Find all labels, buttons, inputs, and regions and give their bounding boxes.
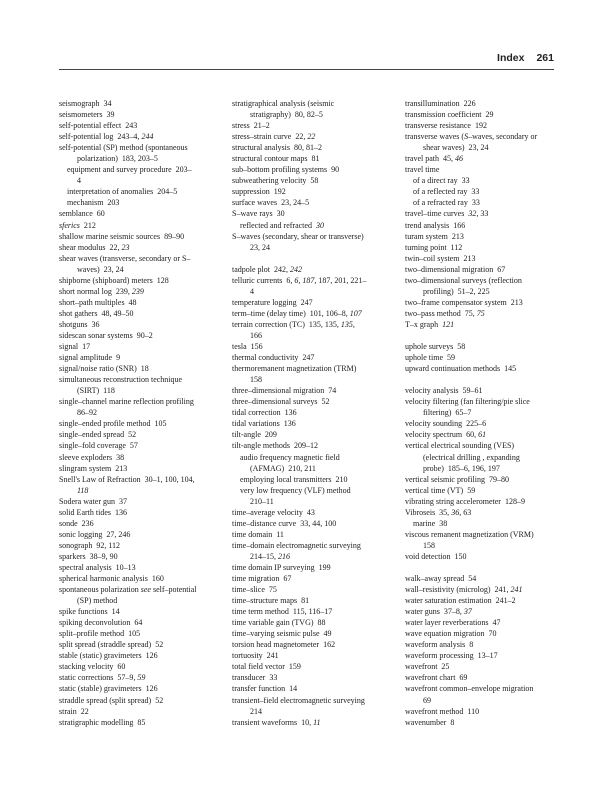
index-entry: self-potential log 243–4, 244 [59, 132, 154, 142]
index-entry: uphole time 59 [405, 353, 455, 363]
index-entry: sidescan sonar systems 90–2 [59, 330, 153, 340]
index-entry: spherical harmonic analysis 160 [59, 574, 164, 584]
index-entry: filtering) 65–7 [423, 408, 472, 418]
index-entry: two–dimensional surveys (reflection [405, 275, 522, 285]
index-entry: spontaneous polarization see self–potential [59, 585, 197, 595]
index-entry: wavefront method 110 [405, 706, 480, 716]
index-entry: 166 [250, 330, 262, 340]
index-entry: Snell's Law of Refraction 30–1, 100, 104, [59, 474, 195, 484]
index-entry: terrain correction (TC) 135, 135, 135, [232, 319, 355, 329]
index-entry: tilt-angle methods 209–12 [232, 441, 318, 451]
index-entry: seismometers 39 [59, 110, 115, 120]
index-entry: travel time [405, 165, 440, 175]
index-entry: turam system 213 [405, 231, 464, 241]
index-entry: slingram system 213 [59, 463, 128, 473]
index-entry: wavefront chart 69 [405, 673, 468, 683]
index-entry: sub–bottom profiling systems 90 [232, 165, 340, 175]
index-entry: torsion head magnetometer 162 [232, 640, 336, 650]
index-entry: velocity filtering (fan filtering/pie slice [405, 397, 530, 407]
index-entry: stratigraphic modelling 85 [59, 717, 146, 727]
index-entry: void detection 150 [405, 551, 467, 561]
index-entry: stacking velocity 60 [59, 662, 126, 672]
index-entry: two–frame compensator system 213 [405, 297, 523, 307]
index-entry: self-potential (SP) method (spontaneous [59, 143, 188, 153]
index-entry: sparkers 38–9, 90 [59, 551, 118, 561]
index-entry: 214–15, 216 [250, 551, 290, 561]
index-entry: wavefront common–envelope migration [405, 684, 534, 694]
index-entry: (AFMAG) 210, 211 [250, 463, 316, 473]
index-entry: 23, 24 [250, 242, 270, 252]
index-entry: time term method 115, 116–17 [232, 607, 333, 617]
index-entry: spectral analysis 10–13 [59, 562, 136, 572]
letter-group-gap [405, 330, 585, 341]
index-entry: stress 21–2 [232, 121, 270, 131]
index-entry: time–varying seismic pulse 49 [232, 629, 332, 639]
index-entry: time–domain electromagnetic surveying [232, 540, 361, 550]
index-entry: shot gathers 48, 49–50 [59, 308, 134, 318]
index-entry: S–waves (secondary, shear or transverse) [232, 231, 364, 241]
index-entry: (SP) method [77, 596, 118, 606]
index-entry: viscous remanent magnetization (VRM) [405, 529, 534, 539]
index-entry: vertical electrical sounding (VES) [405, 441, 515, 451]
index-entry: three–dimensional migration 74 [232, 386, 337, 396]
index-entry: vibrating string accelerometer 128–9 [405, 496, 525, 506]
index-entry: interpretation of anomalies 204–5 [67, 187, 178, 197]
index-entry: simultaneous reconstruction technique [59, 375, 183, 385]
index-entry: static (stable) gravimeters 126 [59, 684, 158, 694]
index-entry: shear waves) 23, 24 [423, 143, 489, 153]
index-entry: transverse waves (S–waves, secondary or [405, 132, 538, 142]
index-entry: time–slice 75 [232, 585, 277, 595]
index-entry: transient waveforms 10, 11 [232, 717, 321, 727]
index-entry: 158 [423, 540, 435, 550]
index-entry: split–profile method 105 [59, 629, 141, 639]
index-entry: 4 [250, 286, 254, 296]
index-column-1 [59, 98, 239, 728]
index-entry: single–fold coverage 57 [59, 441, 138, 451]
letter-group-gap [232, 253, 412, 264]
index-entry: transverse resistance 192 [405, 121, 487, 131]
index-entry: 69 [423, 695, 431, 705]
index-column-2 [232, 98, 412, 728]
index-entry: two–dimensional migration 67 [405, 264, 506, 274]
index-entry: tidal variations 136 [232, 419, 296, 429]
index-entry: 158 [250, 375, 262, 385]
index-entry: vertical seismic profiling 79–80 [405, 474, 509, 484]
index-entry: single–channel marine reflection profiling [59, 397, 194, 407]
index-entry: thermal conductivity 247 [232, 353, 315, 363]
index-entry: S–wave rays 30 [232, 209, 285, 219]
index-entry: sonde 236 [59, 518, 94, 528]
index-entry: transmission coefficient 29 [405, 110, 494, 120]
index-entry: velocity analysis 59–61 [405, 386, 483, 396]
index-entry: shear waves (transverse, secondary or S– [59, 253, 191, 263]
index-entry: waveform analysis 8 [405, 640, 474, 650]
index-entry: shipborne (shipboard) meters 128 [59, 275, 169, 285]
index-entry: 86–92 [77, 408, 97, 418]
index-entry: walk–away spread 54 [405, 574, 477, 584]
index-entry: transfer function 14 [232, 684, 298, 694]
running-head [497, 52, 554, 64]
index-entry: waveform processing 13–17 [405, 651, 498, 661]
index-entry: single–ended profile method 105 [59, 419, 167, 429]
index-entry: spike functions 14 [59, 607, 120, 617]
index-entry: 118 [77, 485, 89, 495]
index-entry: employing local transmitters 210 [240, 474, 348, 484]
index-entry: (SIRT) 118 [77, 386, 115, 396]
index-entry: time–structure maps 81 [232, 596, 310, 606]
index-entry: tadpole plot 242, 242 [232, 264, 302, 274]
letter-group-gap [405, 374, 585, 385]
index-entry: sferics 212 [59, 220, 96, 230]
index-entry: time domain 11 [232, 529, 284, 539]
index-entry: seismograph 34 [59, 99, 112, 108]
index-entry: temperature logging 247 [232, 297, 313, 307]
index-entry: structural contour maps 81 [232, 154, 320, 164]
index-entry: (electrical drilling , expanding [423, 452, 520, 462]
index-entry: strain 22 [59, 706, 89, 716]
index-entry: sleeve exploders 38 [59, 452, 125, 462]
index-entry: tesla 156 [232, 342, 263, 352]
index-entry: time–average velocity 43 [232, 507, 315, 517]
index-entry: wavenumber 8 [405, 717, 455, 727]
index-entry: total field vector 159 [232, 662, 301, 672]
index-entry: signal 17 [59, 342, 91, 352]
index-entry: reflected and refracted 30 [240, 220, 324, 230]
index-entry: velocity spectrum 60, 61 [405, 430, 487, 440]
index-entry: 214 [250, 706, 262, 716]
letter-group-gap [405, 562, 585, 573]
index-entry: split spread (straddle spread) 52 [59, 640, 164, 650]
index-entry: very low frequency (VLF) method [240, 485, 351, 495]
index-entry: 210–11 [250, 496, 274, 506]
index-entry: mechanism 203 [67, 198, 120, 208]
index-entry: short–path multiples 48 [59, 297, 137, 307]
index-entry: straddle spread (split spread) 52 [59, 695, 164, 705]
index-entry: thermoremanent magnetization (TRM) [232, 364, 357, 374]
section-title: Index [497, 52, 525, 64]
index-entry: T–x graph 121 [405, 319, 455, 329]
index-entry: self-potential effect 243 [59, 121, 138, 131]
index-entry: 4 [77, 176, 81, 186]
index-entry: stratigraphical analysis (seismic [232, 99, 335, 108]
index-entry: polarization) 183, 203–5 [77, 154, 158, 164]
index-entry: time domain IP surveying 199 [232, 562, 331, 572]
index-entry: water saturation estimation 241–2 [405, 596, 516, 606]
index-entry: audio frequency magnetic field [240, 452, 340, 462]
index-entry: spiking deconvolution 64 [59, 618, 143, 628]
index-entry: suppression 192 [232, 187, 286, 197]
index-entry: waves) 23, 24 [77, 264, 124, 274]
index-entry: velocity sounding 225–6 [405, 419, 487, 429]
index-entry: sonic logging 27, 246 [59, 529, 131, 539]
index-entry: time–distance curve 33, 44, 100 [232, 518, 337, 528]
index-entry: profiling) 51–2, 225 [423, 286, 490, 296]
index-entry: shear modulus 22, 23 [59, 242, 130, 252]
index-entry: telluric currents 6, 6, 187, 187, 201, 221– [232, 275, 367, 285]
index-entry: tilt-angle 209 [232, 430, 277, 440]
index-entry: semblance 60 [59, 209, 105, 219]
index-entry: water layer reverberations 47 [405, 618, 501, 628]
index-entry: subweathering velocity 58 [232, 176, 319, 186]
index-entry: structural analysis 80, 81–2 [232, 143, 322, 153]
index-entry: wall–resistivity (microlog) 241, 241 [405, 585, 523, 595]
index-entry: trend analysis 166 [405, 220, 466, 230]
index-entry: twin–coil system 213 [405, 253, 476, 263]
index-entry: stable (static) gravimeters 126 [59, 651, 158, 661]
index-entry: time migration 67 [232, 574, 292, 584]
index-entry: stratigraphy) 80, 82–5 [250, 110, 323, 120]
index-entry: tortuosity 241 [232, 651, 279, 661]
index-entry: signal amplitude 9 [59, 353, 121, 363]
header-rule [59, 69, 554, 70]
index-entry: transient–field electromagnetic surveying [232, 695, 365, 705]
index-entry: travel path 45, 46 [405, 154, 463, 164]
index-entry: of a direct ray 33 [413, 176, 470, 186]
index-entry: Sodera water gun 37 [59, 496, 127, 506]
index-entry: three–dimensional surveys 52 [232, 397, 330, 407]
index-entry: vertical time (VT) 59 [405, 485, 476, 495]
index-entry: equipment and survey procedure 203– [67, 165, 192, 175]
index-entry: signal/noise ratio (SNR) 18 [59, 364, 149, 374]
index-entry: time variable gain (TVG) 88 [232, 618, 326, 628]
index-entry: travel–time curves 32, 33 [405, 209, 489, 219]
index-entry: shallow marine seismic sources 89–90 [59, 231, 185, 241]
index-entry: turning point 112 [405, 242, 463, 252]
index-entry: solid Earth tides 136 [59, 507, 127, 517]
index-entry: surface waves 23, 24–5 [232, 198, 310, 208]
index-entry: transducer 33 [232, 673, 278, 683]
index-entry: marine 38 [413, 518, 448, 528]
index-entry: two–pass method 75, 75 [405, 308, 485, 318]
index-entry: of a refracted ray 33 [413, 198, 480, 208]
index-entry: probe) 185–6, 196, 197 [423, 463, 500, 473]
page-number: 261 [536, 52, 554, 64]
index-entry: uphole surveys 58 [405, 342, 466, 352]
index-entry: upward continuation methods 145 [405, 364, 517, 374]
index-entry: short normal log 239, 239 [59, 286, 144, 296]
index-entry: wavefront 25 [405, 662, 450, 672]
index-entry: tidal correction 136 [232, 408, 297, 418]
index-entry: term–time (delay time) 101, 106–8, 107 [232, 308, 362, 318]
index-entry: Vibroseis 35, 36, 63 [405, 507, 472, 517]
index-entry: static corrections 57–9, 59 [59, 673, 146, 683]
index-entry: shotguns 36 [59, 319, 100, 329]
index-entry: wave equation migration 70 [405, 629, 497, 639]
index-entry: stress–strain curve 22, 22 [232, 132, 316, 142]
index-entry: water guns 37–8, 37 [405, 607, 472, 617]
index-entry: transillumination 226 [405, 99, 476, 108]
index-entry: of a reflected ray 33 [413, 187, 480, 197]
index-entry: sonograph 92, 112 [59, 540, 121, 550]
index-column-3 [405, 98, 585, 728]
index-entry: single–ended spread 52 [59, 430, 137, 440]
